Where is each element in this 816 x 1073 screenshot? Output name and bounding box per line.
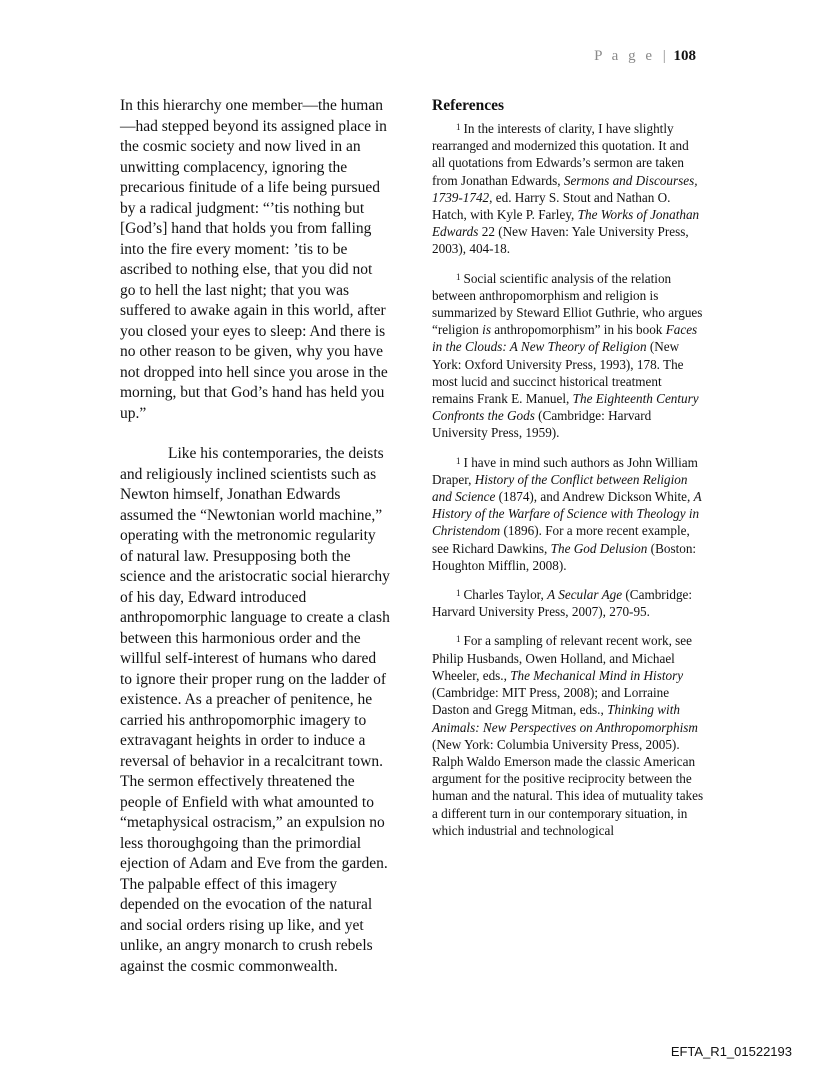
reference-note-3: $^1$ I have in mind such authors as John William Draper, History of the Conflict between Religion and Science (1874), and Andrew Dickson White, A History of the Warfare of Science with Theology in Christendom (1896). For a more recent example, see Richard Dawkins, The God Delusion (Boston: Houghton Mifflin, 2008). bbox=[432, 454, 702, 573]
page-separator: | bbox=[662, 48, 666, 64]
references-column bbox=[432, 96, 704, 851]
footnote-marker: 1 bbox=[456, 122, 461, 132]
reference-note-1: $^1$ In the interests of clarity, I have slightly rearranged and modernized this quotation. It and all quotations from Edwards’s sermon are taken from Jonathan Edwards, Sermons and Discourses, 1739-1742, ed. Harry S. Stout and Nathan O. Hatch, with Kyle P. Farley, The Works of Jonathan Edwards 22 (New Haven: Yale University Press, 2003), 404-18. bbox=[432, 121, 700, 257]
reference-note-5: $^1$ For a sampling of relevant recent work, see Philip Husbands, Owen Holland, and Michael Wheeler, eds., The Mechanical Mind in History (Cambridge: MIT Press, 2008); and Lorraine Daston and Gregg Mitman, eds., Thinking with Animals: New Perspectives on Anthropomorphism (New York: Columbia University Press, 2005). Ralph Waldo Emerson made the classic American argument for the positive reciprocity between the human and the natural. This idea of mutuality takes a different turn in our contemporary situation, in which industrial and technological bbox=[432, 633, 704, 838]
page-label: P a g e bbox=[594, 48, 655, 64]
body-paragraph-2: Like his contemporaries, the deists and religiously inclined scientists such as Newton himself, Jonathan Edwards assumed the “Newtonian world machine,” operating with the metronomic regularity of natural law. Presupposing both the science and the aristocratic social hierarchy of his day, Edward introduced anthropomorphic language to create a clash between this harmonious order and the willful self-interest of humans who dared to ignore their proper rung on the ladder of existence. As a preacher of penitence, he carried his anthropomorphic imagery to extravagant heights in order to induce a reversal of behavior in a recalcitrant town. The sermon effectively threatened the people of Enfield with what amounted to “metaphysical ostracism,” an expulsion no less thoroughgoing than the primordial ejection of Adam and Eve from the garden. The palpable effect of this imagery depended on the evocation of the natural and social orders rising up like, and yet unlike, an angry monarch to crush rebels against the cosmic commonwealth. bbox=[120, 445, 390, 975]
page-number: 108 bbox=[673, 48, 696, 64]
references-heading: References bbox=[432, 97, 505, 114]
body-text-column bbox=[120, 96, 390, 977]
footnote-marker: 1 bbox=[456, 588, 461, 599]
footnote-marker: 1 bbox=[456, 634, 461, 645]
reference-note-4: $^1$ Charles Taylor, A Secular Age (Cambridge: Harvard University Press, 2007), 270-95. bbox=[432, 587, 693, 620]
reference-note-2: $^1$ Social scientific analysis of the relation between anthropomorphism and religion is summarized by Steward Elliot Guthrie, who argues “religion is anthropomorphism” in his book Faces in the Clouds: A New Theory of Religion (New York: Oxford University Press, 1993), 178. The most lucid and succinct historical treatment remains Frank E. Manuel, The Eighteenth Century Confronts the Gods (Cambridge: Harvard University Press, 1959). bbox=[432, 270, 703, 441]
footnote-marker: 1 bbox=[456, 455, 461, 466]
body-paragraph-1: In this hierarchy one member—the human—had stepped beyond its assigned place in the cosmic society and now lived in an unwitting complacency, ignoring the precarious finitude of a life being pursued by a radical judgment: “’tis nothing but [God’s] hand that holds you from falling into the fire every moment: ’tis to be ascribed to nothing else, that you did not go to hell the last night; that you was suffered to awake again in this world, after you closed your eyes to sleep: And there is no other reason to be given, why you have not dropped into hell since you arose in the morning, but that God’s hand has held you up.” bbox=[120, 97, 388, 422]
page-header bbox=[594, 48, 696, 65]
footnote-marker: 1 bbox=[456, 271, 461, 282]
document-id: EFTA_R1_01522193 bbox=[670, 1044, 792, 1059]
